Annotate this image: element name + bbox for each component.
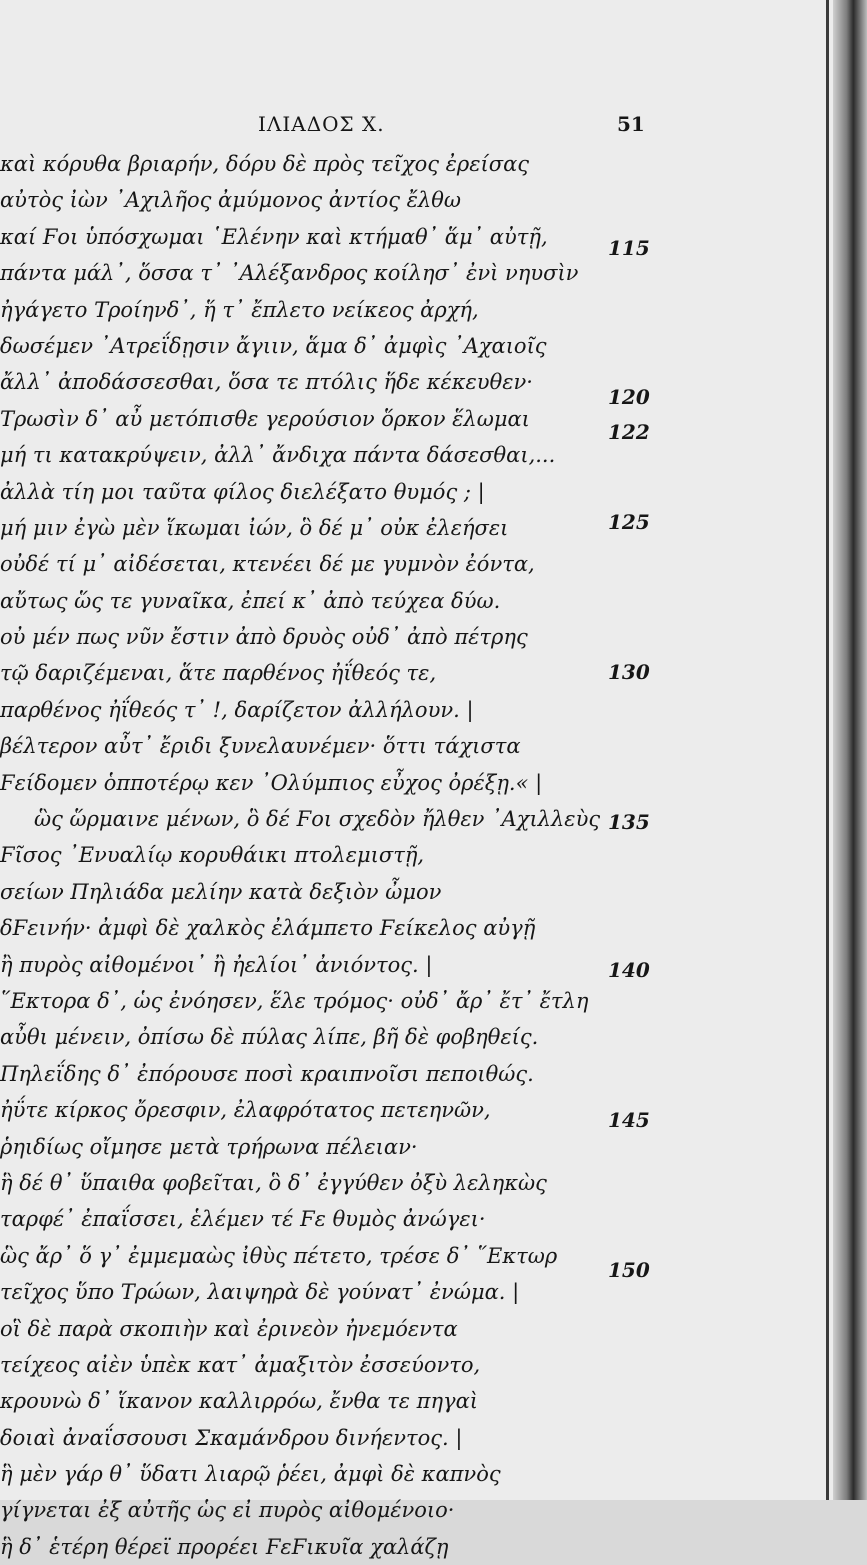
verse-line: ἄλλ᾿ ἀποδάσσεσθαι, ὅσα τε πτόλις ἥδε κέκευθεν· — [0, 370, 533, 395]
verse-line: Τρωσὶν δ᾿ αὖ μετόπισθε γερούσιον ὅρκον ἕλωμαι — [0, 406, 530, 431]
line-number: 135 — [608, 810, 650, 834]
page-number: 51 — [617, 112, 645, 136]
verse-line: κρουνὼ δ᾿ ἵκανον καλλιρρόω, ἔνθα τε πηγαὶ — [0, 1389, 479, 1414]
verse-line: ῞Εκτορα δ᾿, ὡς ἐνόησεν, ἕλε τρόμος· οὐδ᾿ ἄρ᾿ ἔτ᾿ ἔτλη — [0, 988, 589, 1013]
line-number: 150 — [608, 1258, 650, 1282]
verse-line: μή μιν ἐγὼ μὲν ἵκωμαι ἰών, ὃ δέ μ᾿ οὐκ ἐλεήσει — [0, 515, 509, 540]
verse-line: αὔτως ὥς τε γυναῖκα, ἐπεί κ᾿ ἀπὸ τεύχεα δύω. — [0, 588, 501, 613]
verse-line: αὐτὸς ἰὼν ᾿Αχιλῆος ἀμύμονος ἀντίος ἔλθω — [0, 188, 461, 213]
verse-line: μή τι κατακρύψειν, ἀλλ᾿ ἄνδιχα πάντα δάσεσθαι,... — [0, 443, 556, 468]
verse-line: ἣ δέ θ᾿ ὕπαιθα φοβεῖται, ὃ δ᾿ ἐγγύθεν ὀξὺ λεληκὼς — [0, 1170, 547, 1195]
verse-line: τείχεος αἰὲν ὑπὲκ κατ᾿ ἀμαξιτὸν ἐσσεύοντο, — [0, 1352, 481, 1377]
verse-line: καί Ϝοι ὑπόσχωμαι ῾Ελένην καὶ κτήμαθ᾿ ἅμ᾿ αὐτῇ, — [0, 224, 548, 249]
verse-line: ὣς ὥρμαινε μένων, ὃ δέ Ϝοι σχεδὸν ἤλθεν ᾿Αχιλλεὺς — [34, 807, 600, 832]
line-number: 120 — [608, 385, 650, 409]
verse-line: Ϝῖσος ᾿Ενυαλίῳ κορυθάικι πτολεμιστῇ, — [0, 843, 425, 868]
verse-line: Πηλεΐδης δ᾿ ἐπόρουσε ποσὶ κραιπνοῖσι πεποιθώς. — [0, 1061, 534, 1086]
verse-line: οὐ μέν πως νῦν ἔστιν ἀπὸ δρυὸς οὐδ᾿ ἀπὸ πέτρης — [0, 625, 528, 650]
verse-line: δωσέμεν ᾿Ατρεΐδῃσιν ἄγιιν, ἅμα δ᾿ ἀμφὶς ᾿Αχαιοῖς — [0, 333, 547, 358]
verse-line: καὶ κόρυθα βριαρήν, δόρυ δὲ πρὸς τεῖχος ἐρείσας — [0, 152, 530, 176]
line-number: 140 — [608, 958, 650, 982]
page-fold-line — [826, 0, 829, 1500]
verse-line: ἠγάγετο Τροίηνδ᾿, ἥ τ᾿ ἔπλετο νείκεος ἀρχή, — [0, 297, 479, 322]
verse-line: ἢ πυρὸς αἰθομένοι᾿ ἢ ἠελίοι᾿ ἀνιόντος. | — [0, 952, 433, 977]
verse-line: οἳ δὲ παρὰ σκοπιὴν καὶ ἐρινεὸν ἠνεμόεντα — [0, 1316, 458, 1341]
verse-line: δϜεινήν· ἀμφὶ δὲ χαλκὸς ἐλάμπετο Ϝείκελος αὐγῇ — [0, 916, 536, 941]
verse-line: οὐδέ τί μ᾿ αἰδέσεται, κτενέει δέ με γυμνὸν ἐόντα, — [0, 552, 535, 577]
verse-line: ταρφέ᾿ ἐπαΐσσει, ἑλέμεν τέ Ϝε θυμὸς ἀνώγει· — [0, 1207, 486, 1232]
verse-line: πάντα μάλ᾿, ὅσσα τ᾿ ᾿Αλέξανδρος κοίλησ᾿ ἐνὶ νηυσὶν — [0, 261, 579, 286]
line-number: 130 — [608, 660, 650, 684]
verse-line: αὖθι μένειν, ὀπίσω δὲ πύλας λίπε, βῆ δὲ φοβηθείς. — [0, 1025, 539, 1050]
verse-line: βέλτερον αὖτ᾿ ἔριδι ξυνελαυνέμεν· ὅττι τάχιστα — [0, 734, 521, 759]
verse-line: ἀλλὰ τίη μοι ταῦτα φίλος διελέξατο θυμός ; | — [0, 479, 485, 504]
verse-line: ἠΰτε κίρκος ὄρεσφιν, ἐλαφρότατος πετεηνῶν, — [0, 1098, 491, 1123]
line-number: 115 — [608, 236, 650, 260]
line-number: 145 — [608, 1108, 650, 1132]
page-fold-shadow — [833, 0, 867, 1500]
verse-line: ὣς ἄρ᾿ ὅ γ᾿ ἐμμεμαὼς ἰθὺς πέτετο, τρέσε δ᾿ ῞Εκτωρ — [0, 1243, 558, 1268]
running-header-title: ΙΛΙΑΔΟΣ Χ. — [258, 112, 385, 136]
line-number: 125 — [608, 510, 650, 534]
line-number: 122 — [608, 420, 650, 444]
verse-text — [0, 146, 600, 1565]
verse-line: σείων Πηλιάδα μελίην κατὰ δεξιὸν ὦμον — [0, 879, 442, 904]
verse-line: ἣ δ᾿ ἑτέρη θέρεϊ προρέει ϜεϜικυῖα χαλάζῃ — [0, 1534, 449, 1559]
verse-line: δοιαὶ ἀναΐσσουσι Σκαμάνδρου δινήεντος. | — [0, 1425, 463, 1450]
verse-line: παρθένος ἠΐθεός τ᾿ !, δαρίζετον ἀλλήλουν. | — [0, 697, 474, 722]
verse-line: τῷ δαριζέμεναι, ἅτε παρθένος ἠΐθεός τε, — [0, 661, 437, 686]
verse-line: γίγνεται ἐξ αὐτῆς ὡς εἰ πυρὸς αἰθομένοιο· — [0, 1498, 455, 1523]
verse-line: Ϝείδομεν ὁπποτέρῳ κεν ᾿Ολύμπιος εὖχος ὀρέξῃ.« | — [0, 770, 543, 795]
verse-line: τεῖχος ὕπο Τρώων, λαιψηρὰ δὲ γούνατ᾿ ἐνώμα. | — [0, 1280, 520, 1305]
verse-line: ἣ μὲν γάρ θ᾿ ὕδατι λιαρῷ ῥέει, ἀμφὶ δὲ καπνὸς — [0, 1462, 501, 1487]
verse-line: ῥηιδίως οἴμησε μετὰ τρήρωνα πέλειαν· — [0, 1134, 418, 1159]
